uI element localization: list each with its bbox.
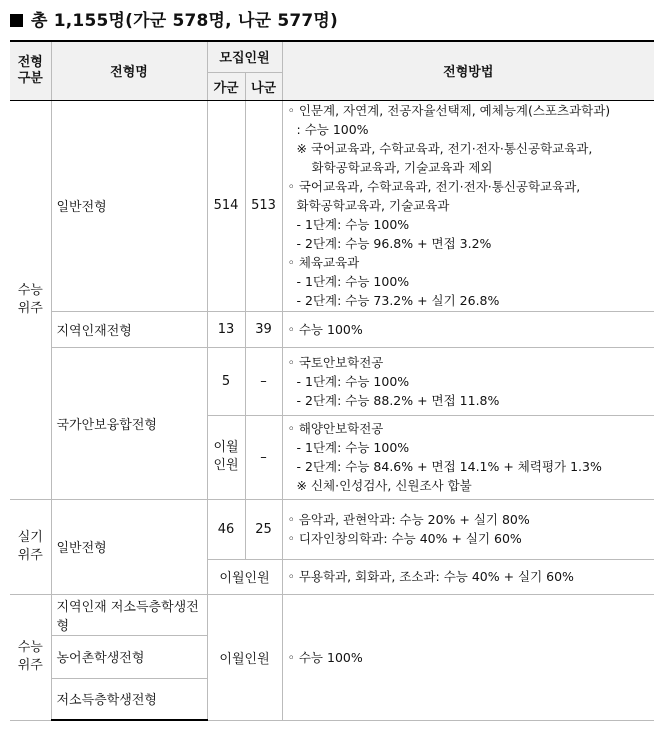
header-na: 나군 <box>245 72 282 100</box>
row-security2-ga: 이월 인원 <box>207 415 245 499</box>
category-practical: 실기 위주 <box>10 499 51 594</box>
row-security2-na: – <box>245 415 282 499</box>
row-security2-method: ◦ 해양안보학전공 - 1단계: 수능 100% - 2단계: 수능 84.6% + 면접 14.1% + 체력평가 1.3% ※ 신체·인성검사, 신원조사 합불 <box>282 415 654 499</box>
row-special-name-3: 저소득층학생전형 <box>51 678 207 720</box>
page-title <box>10 6 338 31</box>
row-practical2-carry: 이월인원 <box>207 559 282 594</box>
header-recruit: 모집인원 <box>207 41 282 72</box>
category-suneung: 수능 위주 <box>10 100 51 499</box>
row-practical-name: 일반전형 <box>51 499 207 594</box>
row-special-name-1: 지역인재 저소득층학생전형 <box>51 594 207 635</box>
row-special-carry: 이월인원 <box>207 594 282 720</box>
row-practical1-na: 25 <box>245 499 282 559</box>
row-security1-ga: 5 <box>207 347 245 415</box>
row-general-na: 513 <box>245 100 282 311</box>
row-practical1-ga: 46 <box>207 499 245 559</box>
row-special-name-2: 농어촌학생전형 <box>51 635 207 678</box>
title-text: 총 1,155명(가군 578명, 나군 577명) <box>31 11 338 31</box>
square-bullet-icon <box>10 14 23 27</box>
row-security1-method: ◦ 국토안보학전공 - 1단계: 수능 100% - 2단계: 수능 88.2% + 면접 11.8% <box>282 347 654 415</box>
header-name: 전형명 <box>51 41 207 100</box>
header-type: 전형 구분 <box>10 41 51 100</box>
row-regional-method: ◦ 수능 100% <box>282 311 654 347</box>
row-regional-na: 39 <box>245 311 282 347</box>
category-suneung-special: 수능 위주 <box>10 594 51 720</box>
row-regional-name: 지역인재전형 <box>51 311 207 347</box>
row-general-ga: 514 <box>207 100 245 311</box>
row-general-name: 일반전형 <box>51 100 207 311</box>
row-security-name: 국가안보융합전형 <box>51 347 207 499</box>
row-practical2-method: ◦ 무용학과, 회화과, 조소과: 수능 40% + 실기 60% <box>282 559 654 594</box>
admission-table <box>10 40 654 721</box>
row-security1-na: – <box>245 347 282 415</box>
header-ga: 가군 <box>207 72 245 100</box>
header-method: 전형방법 <box>282 41 654 100</box>
row-general-method: ◦ 인문계, 자연계, 전공자율선택제, 예체능계(스포츠과학과) : 수능 100% ※ 국어교육과, 수학교육과, 전기·전자·통신공학교육과, 화학공학교육과, 기술교육과 제외 ◦ 국어교육과, 수학교육과, 전기·전자·통신공학교육과, 화학공학교육과, 기술교육과 - 1단계: 수능 100% - 2단계: 수능 96.8% + 면접 3.2% ◦ 체육교육과 - 1단계: 수능 100% - 2단계: 수능 73.2% + 실기 26.8% <box>282 100 654 311</box>
row-practical1-method: ◦ 음악과, 관현악과: 수능 20% + 실기 80% ◦ 디자인창의학과: 수능 40% + 실기 60% <box>282 499 654 559</box>
row-regional-ga: 13 <box>207 311 245 347</box>
row-special-method: ◦ 수능 100% <box>282 594 654 720</box>
